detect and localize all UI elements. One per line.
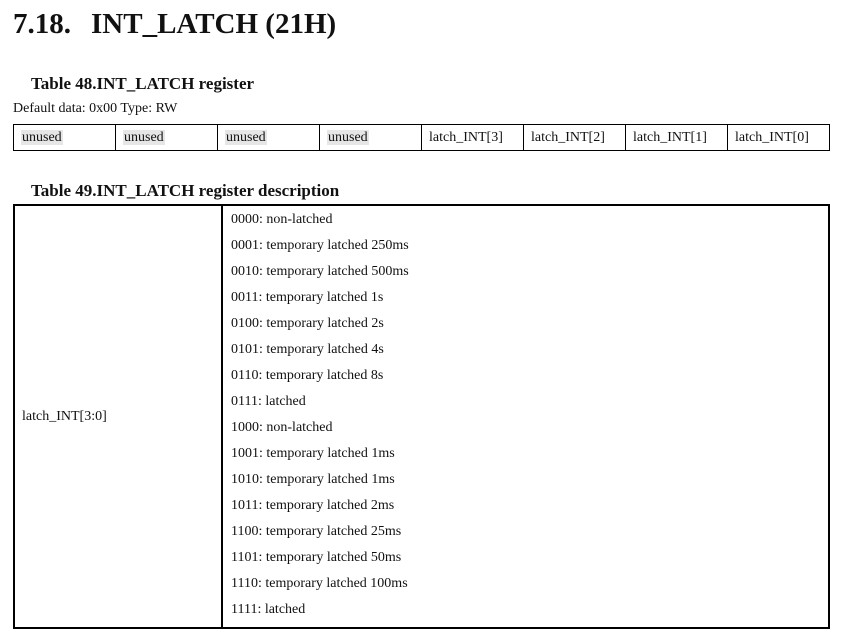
value-line: 1001: temporary latched 1ms: [231, 446, 395, 461]
register-bit-2: [524, 125, 626, 151]
section-number: 7.18.: [13, 8, 71, 40]
bit-label: latch_INT[3]: [429, 129, 503, 145]
register-bit-5: [218, 125, 320, 151]
value-line: 1010: temporary latched 1ms: [231, 472, 395, 487]
description-row: [14, 205, 829, 628]
value-line: 0111: latched: [231, 394, 306, 409]
bit-label: latch_INT[1]: [633, 129, 707, 145]
default-data-line: Default data: 0x00 Type: RW: [13, 101, 178, 116]
value-line: 0110: temporary latched 8s: [231, 368, 384, 383]
value-line: 0000: non-latched: [231, 212, 333, 227]
value-line: 0101: temporary latched 4s: [231, 342, 384, 357]
bit-label: unused: [226, 129, 266, 145]
field-values-cell: [222, 205, 829, 628]
value-line: 1100: temporary latched 25ms: [231, 524, 402, 539]
register-bit-7: [14, 125, 116, 151]
value-line: 1110: temporary latched 100ms: [231, 576, 408, 591]
register-description-table: [13, 204, 830, 629]
field-name-cell: latch_INT[3:0]: [14, 205, 222, 628]
value-line: 1101: temporary latched 50ms: [231, 550, 402, 565]
register-bit-4: [320, 125, 422, 151]
bit-label: latch_INT[0]: [735, 129, 809, 145]
bit-label: unused: [22, 129, 62, 145]
register-bit-6: [116, 125, 218, 151]
bit-label: unused: [328, 129, 368, 145]
register-bit-row: [14, 125, 830, 151]
section-title: INT_LATCH (21H): [91, 8, 337, 40]
section-heading: [13, 5, 336, 43]
description-table-caption: Table 49.INT_LATCH register description: [31, 181, 340, 200]
bit-label: unused: [124, 129, 164, 145]
register-table-caption: Table 48.INT_LATCH register: [31, 74, 255, 93]
register-bit-3: [422, 125, 524, 151]
value-line: 1011: temporary latched 2ms: [231, 498, 395, 513]
register-bit-1: [626, 125, 728, 151]
value-line: 0011: temporary latched 1s: [231, 290, 384, 305]
value-line: 1111: latched: [231, 602, 306, 617]
register-bit-table: [13, 124, 830, 151]
value-line: 0100: temporary latched 2s: [231, 316, 384, 331]
value-line: 0001: temporary latched 250ms: [231, 238, 409, 253]
value-line: 0010: temporary latched 500ms: [231, 264, 409, 279]
register-bit-0: [728, 125, 830, 151]
bit-label: latch_INT[2]: [531, 129, 605, 145]
value-line: 1000: non-latched: [231, 420, 333, 435]
